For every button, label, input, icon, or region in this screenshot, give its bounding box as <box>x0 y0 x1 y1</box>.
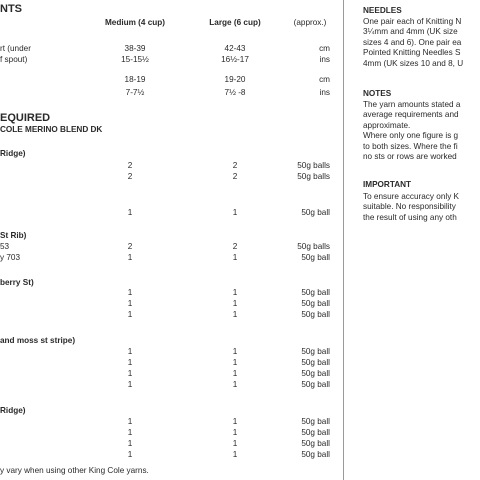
ball-unit: 50g balls <box>297 161 330 170</box>
medium-quantity: 1 <box>127 310 133 319</box>
medium-quantity: 1 <box>127 347 133 356</box>
measurement-large: 16½-17 <box>221 55 249 64</box>
medium-quantity: 1 <box>127 208 133 217</box>
ball-unit: 50g ball <box>301 347 330 356</box>
medium-size-header: Medium (4 cup) <box>104 18 166 27</box>
yarn-name: COLE MERINO BLEND DK <box>0 125 103 134</box>
medium-quantity: 1 <box>127 358 133 367</box>
section-heading: berry St) <box>0 278 34 287</box>
ball-unit: 50g ball <box>301 428 330 437</box>
large-quantity: 1 <box>232 369 238 378</box>
section-heading: and moss st stripe) <box>0 336 76 345</box>
medium-quantity: 2 <box>127 172 133 181</box>
medium-quantity: 2 <box>127 161 133 170</box>
medium-quantity: 1 <box>127 439 133 448</box>
section-heading: St Rib) <box>0 231 27 240</box>
column-divider <box>343 0 344 480</box>
right-column <box>363 0 480 480</box>
yarn-colour-label: y 703 <box>0 253 21 262</box>
important-line: suitable. No responsibility <box>363 202 456 212</box>
medium-quantity: 2 <box>127 242 133 251</box>
medium-quantity: 1 <box>127 299 133 308</box>
medium-quantity: 1 <box>127 288 133 297</box>
ball-unit: 50g ball <box>301 450 330 459</box>
large-quantity: 1 <box>232 253 238 262</box>
notes-line: to both sizes. Where the fi <box>363 141 458 151</box>
ball-unit: 50g ball <box>301 417 330 426</box>
large-quantity: 1 <box>232 310 238 319</box>
needles-line: One pair each of Knitting N <box>363 17 462 26</box>
medium-quantity: 1 <box>127 450 133 459</box>
needles-line: 4mm (UK sizes 10 and 8, U <box>363 58 464 68</box>
large-quantity: 1 <box>232 299 238 308</box>
measurement-unit: cm <box>319 75 330 84</box>
needles-line: Pointed Knitting Needles S <box>363 48 461 58</box>
approx-header: (approx.) <box>293 18 327 27</box>
measurement-medium: 18-19 <box>124 75 146 84</box>
ball-unit: 50g ball <box>301 208 330 217</box>
ball-unit: 50g ball <box>301 380 330 389</box>
notes-line: average requirements and <box>363 110 459 120</box>
needles-line: 3¼mm and 4mm (UK size <box>363 27 458 37</box>
medium-quantity: 1 <box>127 380 133 389</box>
section-heading: Ridge) <box>0 406 26 415</box>
large-quantity: 1 <box>232 439 238 448</box>
ball-unit: 50g ball <box>301 253 330 262</box>
ball-unit: 50g balls <box>297 242 330 251</box>
ball-unit: 50g ball <box>301 369 330 378</box>
important-line: To ensure accuracy only K <box>363 192 460 201</box>
large-quantity: 1 <box>232 417 238 426</box>
measurement-unit: ins <box>319 88 330 97</box>
important-heading: IMPORTANT <box>363 180 412 189</box>
medium-quantity: 1 <box>127 428 133 437</box>
needles-heading: NEEDLES <box>363 6 402 15</box>
notes-line: approximate. <box>363 120 411 130</box>
ball-unit: 50g ball <box>301 439 330 448</box>
ball-unit: 50g ball <box>301 299 330 308</box>
ball-unit: 50g balls <box>297 172 330 181</box>
notes-heading: NOTES <box>363 89 392 98</box>
measurement-unit: cm <box>319 44 330 53</box>
large-quantity: 1 <box>232 208 238 217</box>
ball-unit: 50g ball <box>301 288 330 297</box>
measurement-medium: 7-7½ <box>125 88 145 97</box>
large-quantity: 1 <box>232 358 238 367</box>
large-quantity: 1 <box>232 450 238 459</box>
ball-unit: 50g ball <box>301 310 330 319</box>
yarn-colour-label: 53 <box>0 242 10 251</box>
measurement-label: f spout) <box>0 55 28 64</box>
section-heading: Ridge) <box>0 149 26 158</box>
large-quantity: 1 <box>232 428 238 437</box>
measurement-medium: 38-39 <box>124 44 146 53</box>
measurement-unit: ins <box>319 55 330 64</box>
materials-title: EQUIRED <box>0 112 51 124</box>
medium-quantity: 1 <box>127 369 133 378</box>
notes-line: The yarn amounts stated a <box>363 100 461 109</box>
large-quantity: 1 <box>232 380 238 389</box>
large-quantity: 2 <box>232 161 238 170</box>
measurement-large: 19-20 <box>224 75 246 84</box>
large-quantity: 1 <box>232 347 238 356</box>
large-quantity: 1 <box>232 288 238 297</box>
materials-footnote: y vary when using other King Cole yarns. <box>0 466 149 475</box>
measurement-label: rt (under <box>0 44 31 53</box>
notes-line: Where only one figure is g <box>363 131 459 141</box>
measurement-medium: 15-15½ <box>121 55 149 64</box>
medium-quantity: 1 <box>127 417 133 426</box>
large-quantity: 2 <box>232 172 238 181</box>
notes-line: no sts or rows are worked <box>363 152 457 161</box>
large-size-header: Large (6 cup) <box>209 18 261 27</box>
medium-quantity: 1 <box>127 253 133 262</box>
measurement-large: 42-43 <box>224 44 246 53</box>
large-quantity: 2 <box>232 242 238 251</box>
needles-line: sizes 4 and 6). One pair ea <box>363 37 462 47</box>
measurement-large: 7½ -8 <box>224 88 246 97</box>
ball-unit: 50g ball <box>301 358 330 367</box>
important-line: the result of using any oth <box>363 212 457 222</box>
measurements-title: NTS <box>0 3 22 15</box>
